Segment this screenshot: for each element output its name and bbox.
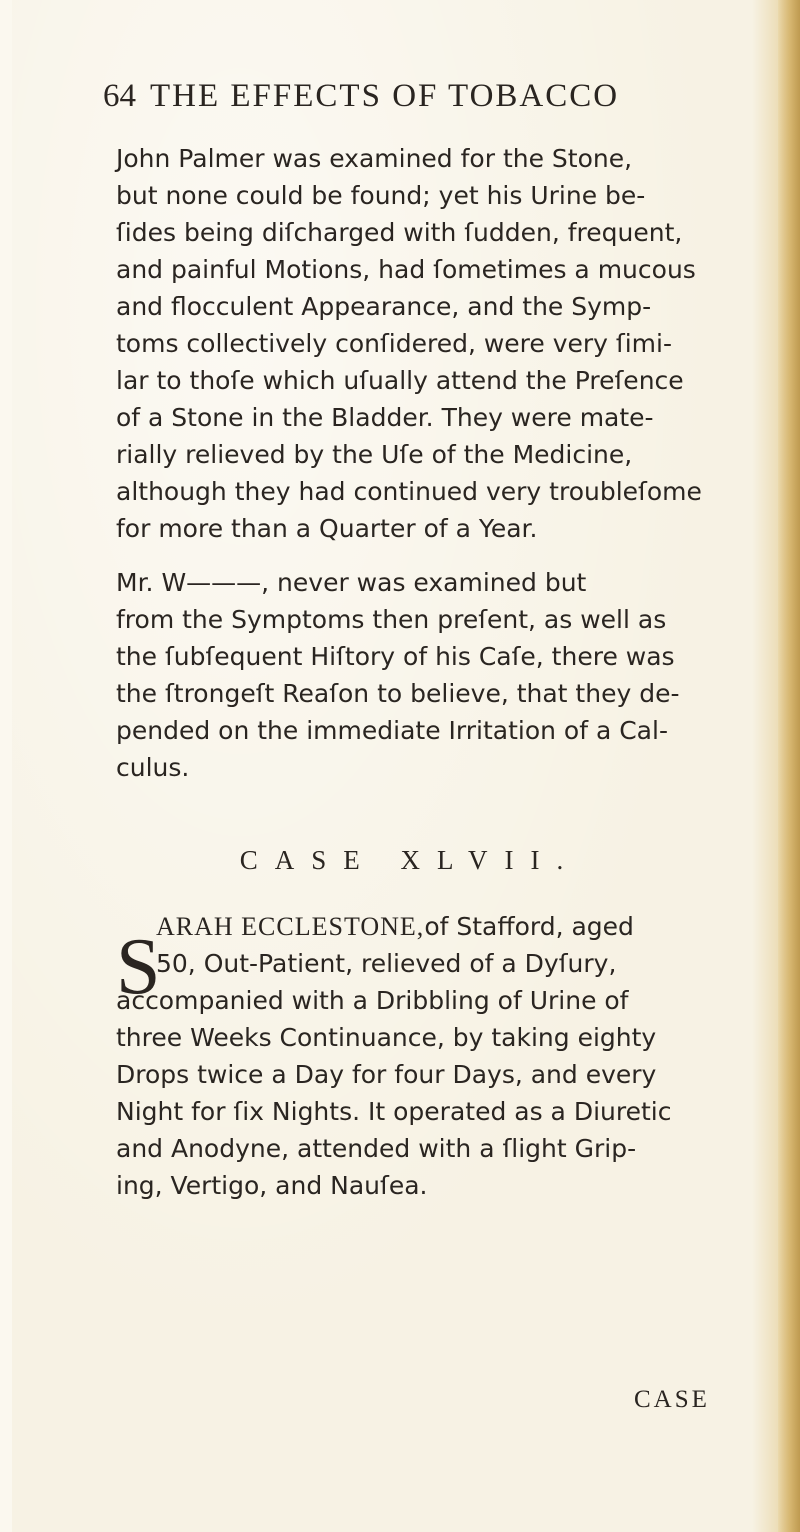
patient-name: ARAH ECCLESTONE, [156, 912, 425, 941]
catchword: CASE [634, 1386, 710, 1413]
paragraph-sarah-ecclestone [116, 908, 742, 1204]
page-number: 64 [103, 78, 136, 114]
text-line: pended on the immediate Irritation of a Cal- [116, 716, 668, 745]
drop-cap: S [116, 923, 161, 1011]
case-heading: CASE XLVII. [239, 845, 581, 875]
paragraph-mr-w [116, 564, 742, 786]
text-line: for more than a Quarter of a Year. [116, 514, 538, 543]
text-line: three Weeks Continuance, by taking eighty [116, 1023, 657, 1052]
text-line: and Anodyne, attended with a ſlight Grip- [116, 1134, 637, 1163]
text-line: ing, Vertigo, and Nauſea. [116, 1171, 428, 1200]
text-line [116, 908, 742, 945]
text-line: John Palmer was examined for the Stone, [116, 144, 633, 173]
text-line: lar to thoſe which uſually attend the Preſence [116, 366, 684, 395]
text-line: Drops twice a Day for four Days, and every [116, 1060, 657, 1089]
text-line: Mr. W———, never was examined but [116, 568, 587, 597]
text-line: from the Symptoms then preſent, as well as [116, 605, 667, 634]
patient-origin: of Stafford, aged [424, 912, 634, 941]
text-line: toms collectively conſidered, were very ſimi- [116, 329, 672, 358]
text-line: accompanied with a Dribbling of Urine of [116, 986, 629, 1015]
text-line: but none could be found; yet his Urine be- [116, 181, 646, 210]
text-line: and painful Motions, had ſometimes a mucous [116, 255, 696, 284]
paragraph-john-palmer [116, 140, 742, 547]
running-title: THE EFFECTS OF TOBACCO [150, 78, 620, 114]
text-line: although they had continued very troubleſome [116, 477, 702, 506]
running-header [103, 76, 723, 116]
page-margin [0, 0, 12, 1532]
text-line: of a Stone in the Bladder. They were mate- [116, 403, 654, 432]
text-line: the ſubſequent Hiſtory of his Caſe, there was [116, 642, 675, 671]
text-line: Night for ſix Nights. It operated as a Diuretic [116, 1097, 672, 1126]
page-edge-stain [778, 0, 800, 1532]
text-line: 50, Out-Patient, relieved of a Dyſury, [156, 949, 617, 978]
text-line: the ſtrongeſt Reaſon to believe, that they de- [116, 679, 680, 708]
text-line: and flocculent Appearance, and the Symp- [116, 292, 652, 321]
text-line: culus. [116, 753, 190, 782]
text-line: rially relieved by the Uſe of the Medicine, [116, 440, 633, 469]
text-line: ſides being diſcharged with ſudden, frequent, [116, 218, 683, 247]
